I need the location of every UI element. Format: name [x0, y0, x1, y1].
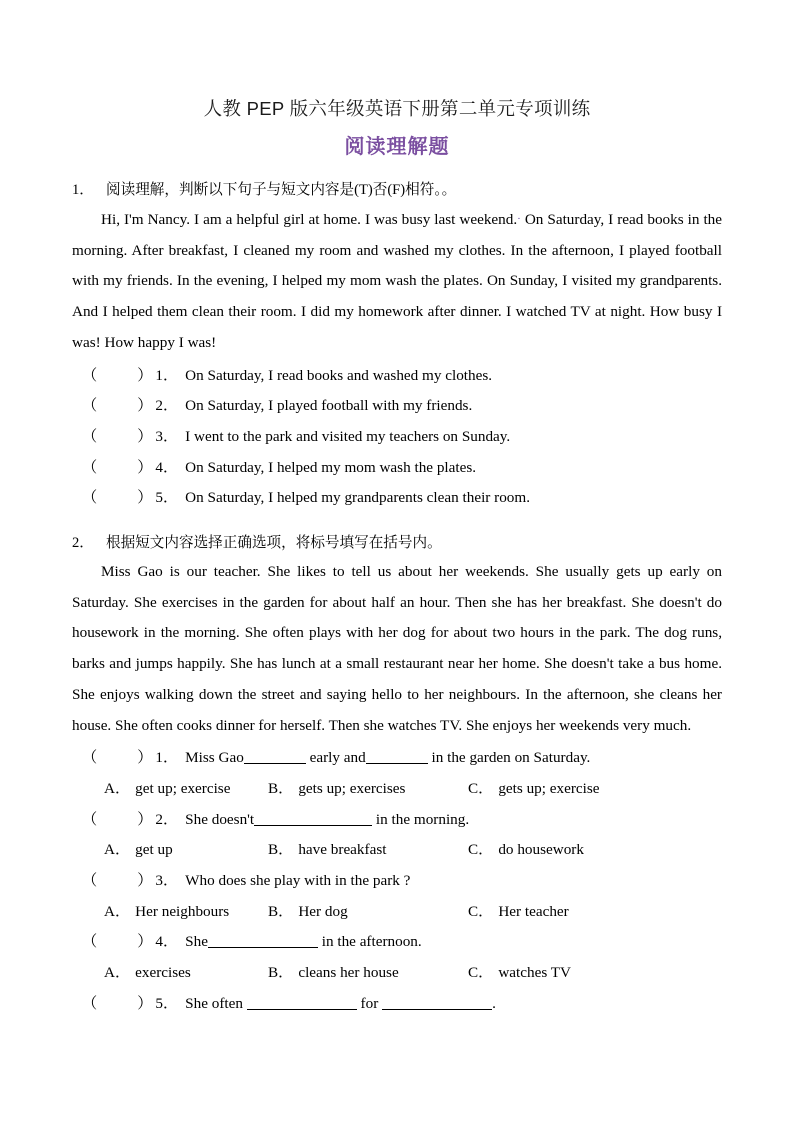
mc-question-4[interactable] — [72, 927, 722, 958]
question-stem-before: She often — [185, 994, 243, 1012]
option-a[interactable] — [104, 774, 268, 805]
tf-question-1[interactable] — [72, 361, 722, 392]
passage-1-edit-mark: · — [517, 213, 521, 225]
question-text: On Saturday, I played football with my friends. — [185, 397, 473, 415]
mc-question-3-options — [72, 897, 722, 928]
mc-question-2[interactable] — [72, 805, 722, 836]
fill-blank[interactable] — [254, 810, 372, 826]
mc-question-5[interactable] — [72, 989, 722, 1020]
option-c[interactable] — [468, 835, 584, 866]
question-stem-after: in the morning. — [375, 810, 470, 828]
tf-question-2[interactable] — [72, 391, 722, 422]
answer-paren-close: ） — [137, 994, 153, 1012]
answer-paren-close: ） — [137, 458, 153, 476]
option-text: get up — [135, 841, 173, 859]
option-letter: B． — [268, 779, 294, 797]
option-text: gets up; exercise — [498, 779, 600, 797]
answer-paren-open: （ — [82, 810, 98, 828]
question-stem: Who does she play with in the park ? — [185, 872, 411, 890]
question-stem-after: in the afternoon. — [321, 933, 422, 951]
option-a[interactable] — [104, 958, 268, 989]
option-text: have breakfast — [298, 841, 387, 859]
option-c[interactable] — [468, 897, 569, 928]
option-text: gets up; exercises — [298, 779, 406, 797]
option-letter: C． — [468, 841, 494, 859]
option-letter: C． — [468, 902, 494, 920]
option-c[interactable] — [468, 774, 600, 805]
question-stem-before: She — [185, 933, 208, 951]
question-stem-before: Miss Gao — [185, 749, 244, 767]
question-number: 1． — [155, 366, 179, 384]
question-number: 5． — [155, 994, 179, 1012]
section-2-prompt — [72, 533, 722, 554]
option-letter: A． — [104, 902, 131, 920]
question-number: 2． — [155, 810, 179, 828]
option-letter: B． — [268, 902, 294, 920]
option-b[interactable] — [268, 835, 468, 866]
question-number: 3． — [155, 427, 179, 445]
question-stem-mid: early and — [309, 749, 366, 767]
section-1-question-list — [72, 361, 722, 515]
question-stem-after: in the garden on Saturday. — [431, 749, 591, 767]
section-2-prompt-text: 根据短文内容选择正确选项，将标号填写在括号内。 — [106, 535, 442, 552]
answer-paren-close: ） — [137, 427, 153, 445]
answer-paren-open: （ — [82, 366, 98, 384]
section-1-number: 1． — [72, 182, 94, 198]
answer-paren-close: ） — [137, 749, 153, 767]
fill-blank[interactable] — [382, 994, 492, 1010]
mc-question-4-options — [72, 958, 722, 989]
option-letter: A． — [104, 964, 131, 982]
question-number: 2． — [155, 397, 179, 415]
section-1-prompt-text: 阅读理解，判断以下句子与短文内容是(T)否(F)相符。。 — [106, 182, 457, 198]
option-text: exercises — [135, 964, 191, 982]
option-text: cleans her house — [298, 964, 399, 982]
option-letter: A． — [104, 779, 131, 797]
tf-question-5[interactable] — [72, 483, 722, 514]
tf-question-3[interactable] — [72, 422, 722, 453]
option-a[interactable] — [104, 897, 268, 928]
tf-question-4[interactable] — [72, 453, 722, 484]
answer-paren-close: ） — [137, 489, 153, 507]
option-a[interactable] — [104, 835, 268, 866]
page-subtitle: 阅读理解题 — [344, 136, 450, 158]
answer-paren-open: （ — [82, 458, 98, 476]
question-number: 3． — [155, 872, 179, 890]
option-letter: B． — [268, 964, 294, 982]
answer-paren-open: （ — [82, 994, 98, 1012]
passage-1 — [72, 204, 722, 359]
answer-paren-open: （ — [82, 749, 98, 767]
answer-paren-open: （ — [82, 933, 98, 951]
section-2-number: 2． — [72, 535, 94, 552]
option-b[interactable] — [268, 774, 468, 805]
fill-blank[interactable] — [366, 748, 428, 764]
answer-paren-open: （ — [82, 427, 98, 445]
option-b[interactable] — [268, 958, 468, 989]
option-text: Her teacher — [498, 902, 569, 920]
answer-paren-open: （ — [82, 872, 98, 890]
mc-question-1-options — [72, 774, 722, 805]
option-letter: A． — [104, 841, 131, 859]
option-letter: C． — [468, 779, 494, 797]
option-letter: B． — [268, 841, 294, 859]
section-2-question-list — [72, 743, 722, 1019]
question-text: On Saturday, I read books and washed my clothes. — [185, 366, 493, 384]
page-title: 人教 PEP 版六年级英语下册第二单元专项训练 — [203, 98, 591, 119]
answer-paren-close: ） — [137, 933, 153, 951]
answer-paren-close: ） — [137, 810, 153, 828]
option-text: get up; exercise — [135, 779, 231, 797]
passage-1-part-1: Hi, I'm Nancy. I am a helpful girl at home. I was busy last weekend. — [101, 211, 518, 228]
answer-paren-close: ） — [137, 872, 153, 890]
document-body — [72, 0, 722, 1020]
question-stem-mid: for — [360, 994, 379, 1012]
option-c[interactable] — [468, 958, 571, 989]
option-b[interactable] — [268, 897, 468, 928]
question-number: 4． — [155, 933, 179, 951]
answer-paren-open: （ — [82, 489, 98, 507]
mc-question-2-options — [72, 835, 722, 866]
option-text: watches TV — [498, 964, 572, 982]
passage-1-part-2: On Saturday, I read books in the morning. After breakfast, I cleaned my room and washed my clothes. In the afternoon, I played football with my friends. In the evening, I helped my mom wash the plates. On Sunday, I visited my grandparents. And I helped them clean their room. I did my homework after dinner. I watched TV at night. How busy I was! How happy I was! — [72, 211, 722, 351]
question-number: 4． — [155, 458, 179, 476]
answer-paren-close: ） — [137, 397, 153, 415]
question-number: 1． — [155, 749, 179, 767]
fill-blank[interactable] — [247, 994, 357, 1010]
option-letter: C． — [468, 964, 494, 982]
fill-blank[interactable] — [244, 748, 306, 764]
section-1-prompt — [72, 180, 722, 201]
question-stem-before: She doesn't — [185, 810, 255, 828]
option-text: do housework — [498, 841, 584, 859]
option-text: Her neighbours — [135, 902, 230, 920]
mc-question-3[interactable] — [72, 866, 722, 897]
passage-2: Miss Gao is our teacher. She likes to tell us about her weekends. She usually gets up early on Saturday. She exercises in the garden for about half an hour. Then she has her breakfast. She doesn't do housework in the morning. She often plays with her dog for about two hours in the park. The dog runs, barks and jumps happily. She has lunch at a small restaurant near her home. She doesn't take a bus home. She enjoys walking down the street and saying hello to her neighbours. In the afternoon, she cleans her house. She often cooks dinner for herself. Then she watches TV. She enjoys her weekends very much. — [72, 563, 722, 734]
question-text: On Saturday, I helped my grandparents clean their room. — [185, 489, 530, 507]
question-number: 5． — [155, 489, 179, 507]
question-text: I went to the park and visited my teachers on Sunday. — [185, 427, 511, 445]
question-stem-after: . — [492, 994, 496, 1012]
question-text: On Saturday, I helped my mom wash the plates. — [185, 458, 477, 476]
fill-blank[interactable] — [208, 932, 318, 948]
mc-question-1[interactable] — [72, 743, 722, 774]
answer-paren-open: （ — [82, 397, 98, 415]
answer-paren-close: ） — [137, 366, 153, 384]
option-text: Her dog — [298, 902, 348, 920]
